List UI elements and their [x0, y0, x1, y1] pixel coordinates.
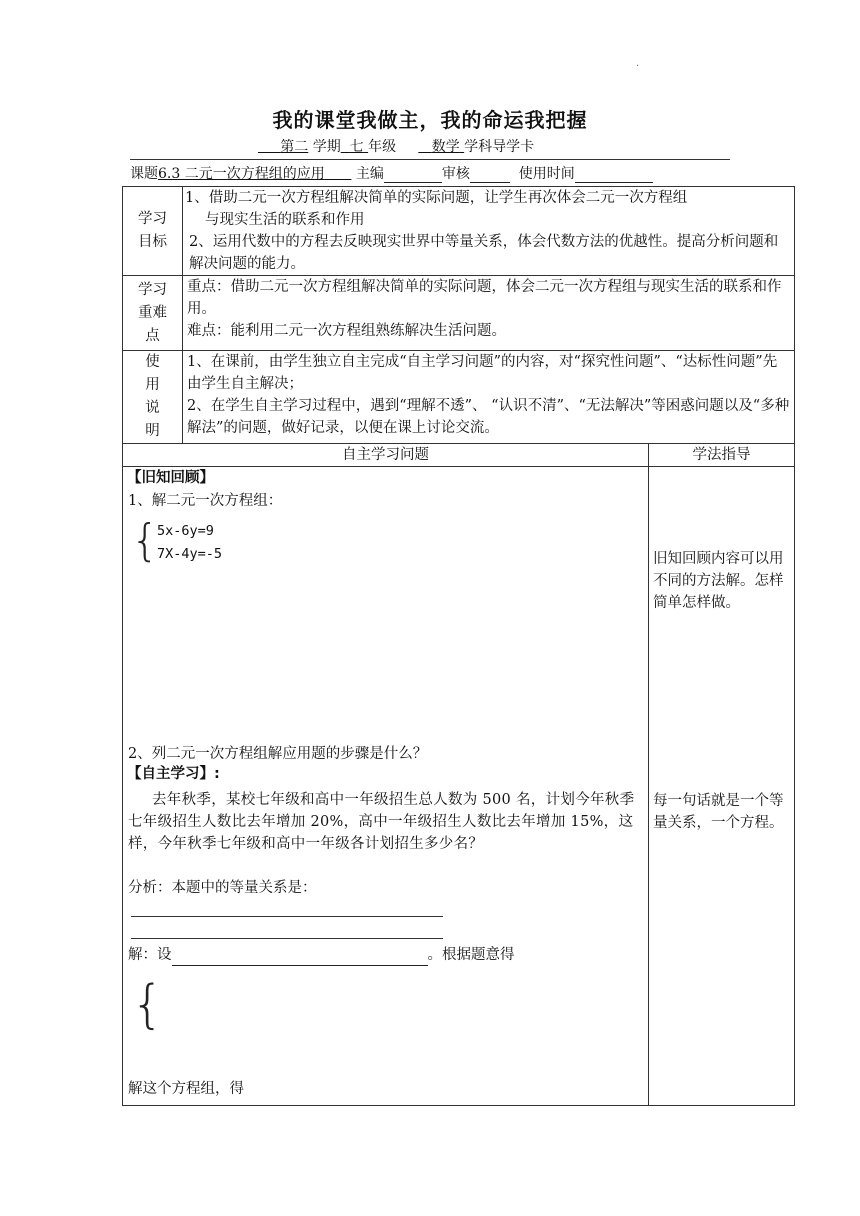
self-study-cell	[123, 467, 649, 1106]
semester-value: 第二	[280, 139, 309, 155]
header-guidance: 学法指导	[649, 444, 795, 467]
equation-2: 7X-4y=-5	[157, 546, 223, 562]
guidance-tip-1: 旧知回顾内容可以用不同的方法解。怎样简单怎样做。	[653, 551, 784, 611]
self-study-heading: 【自主学习】:	[127, 766, 220, 782]
analysis-blank-2[interactable]	[131, 938, 443, 939]
header-row	[123, 444, 795, 467]
header-self-study: 自主学习问题	[123, 444, 649, 467]
subject-value: 数学	[431, 139, 460, 155]
goals-label: 学习 目标	[123, 187, 183, 276]
grade-label: 年级	[368, 139, 397, 155]
editor-blank[interactable]	[384, 168, 442, 183]
guidance-cell	[649, 467, 795, 1106]
semester-label: 学期	[312, 139, 341, 155]
card-label: 学科导学卡	[464, 139, 535, 155]
equation-brace: {	[131, 515, 159, 566]
keypoints-label: 学习 重难 点	[123, 276, 183, 351]
page-title: 我的课堂我做主，我的命运我把握	[272, 108, 588, 132]
analysis-blank-1[interactable]	[131, 916, 443, 917]
solve-system-text: 解这个方程组，得	[128, 1081, 244, 1097]
subtitle-rule	[130, 159, 730, 160]
review-question-2: 2、列二元一次方程组解应用题的步骤是什么？	[128, 746, 428, 762]
reviewer-blank[interactable]	[470, 168, 510, 183]
solve-blank[interactable]	[172, 951, 428, 966]
usage-row	[123, 351, 795, 444]
goals-row	[123, 187, 795, 276]
time-blank[interactable]	[575, 168, 653, 183]
solve-line: 解：设 。根据题意得	[128, 944, 515, 966]
guidance-tip-2: 每一句话就是一个等量关系，一个方程。	[653, 793, 784, 831]
equation-1: 5x-6y=9	[157, 523, 214, 539]
analysis-label: 分析：本题中的等量关系是：	[128, 880, 317, 896]
page-mark: .	[636, 58, 640, 69]
editor-label: 主编	[355, 166, 384, 182]
topic-value: 6.3 二元一次方程组的应用	[158, 166, 325, 182]
keypoints-content: 重点：借助二元一次方程组解决简单的实际问题，体会二元一次方程组与现实生活的联系和作用。 难点：能利用二元一次方程组熟练解决生活问题。	[183, 276, 795, 351]
reviewer-label: 审核	[441, 166, 470, 182]
time-label: 使用时间	[518, 166, 575, 182]
solve-brace: {	[131, 975, 165, 1035]
topic-label: 课题	[130, 166, 158, 182]
problem-text: 去年秋季，某校七年级和高中一年级招生总人数为 500 名，计划今年秋季七年级招生人数比去年增加 20%，高中一年级招生人数比去年增加 15%，这样，今年秋季七年级和高中一年级各计划招生多少名？	[128, 792, 635, 852]
keypoints-row	[123, 276, 795, 351]
grade-value: 七	[349, 139, 364, 155]
usage-content: 1、在课前，由学生独立自主完成“自主学习问题”的内容，对“探究性问题”、“达标性问题”先由学生自主解决； 2、在学生自主学习过程中，遇到“理解不透”、 “认识不清”、“无法解决”等困惑问题以及“多种解法”的问题，做好记录，以便在课上讨论交流。	[183, 351, 795, 444]
subtitle-line	[258, 136, 534, 156]
goals-content: 1、借助二元一次方程组解决简单的实际问题，让学生再次体会二元一次方程组 与现实生活的联系和作用 2、运用代数中的方程去反映现实世界中等量关系，体会代数方法的优越性。提高分析问题和解决问题的能力。	[183, 187, 795, 276]
content-row	[123, 467, 795, 1106]
guide-table	[122, 186, 795, 1106]
usage-label: 使 用 说 明	[123, 351, 183, 444]
review-heading: 【旧知回顾】	[127, 470, 214, 486]
course-line	[130, 163, 730, 183]
review-question-1: 1、解二元一次方程组：	[128, 493, 283, 509]
